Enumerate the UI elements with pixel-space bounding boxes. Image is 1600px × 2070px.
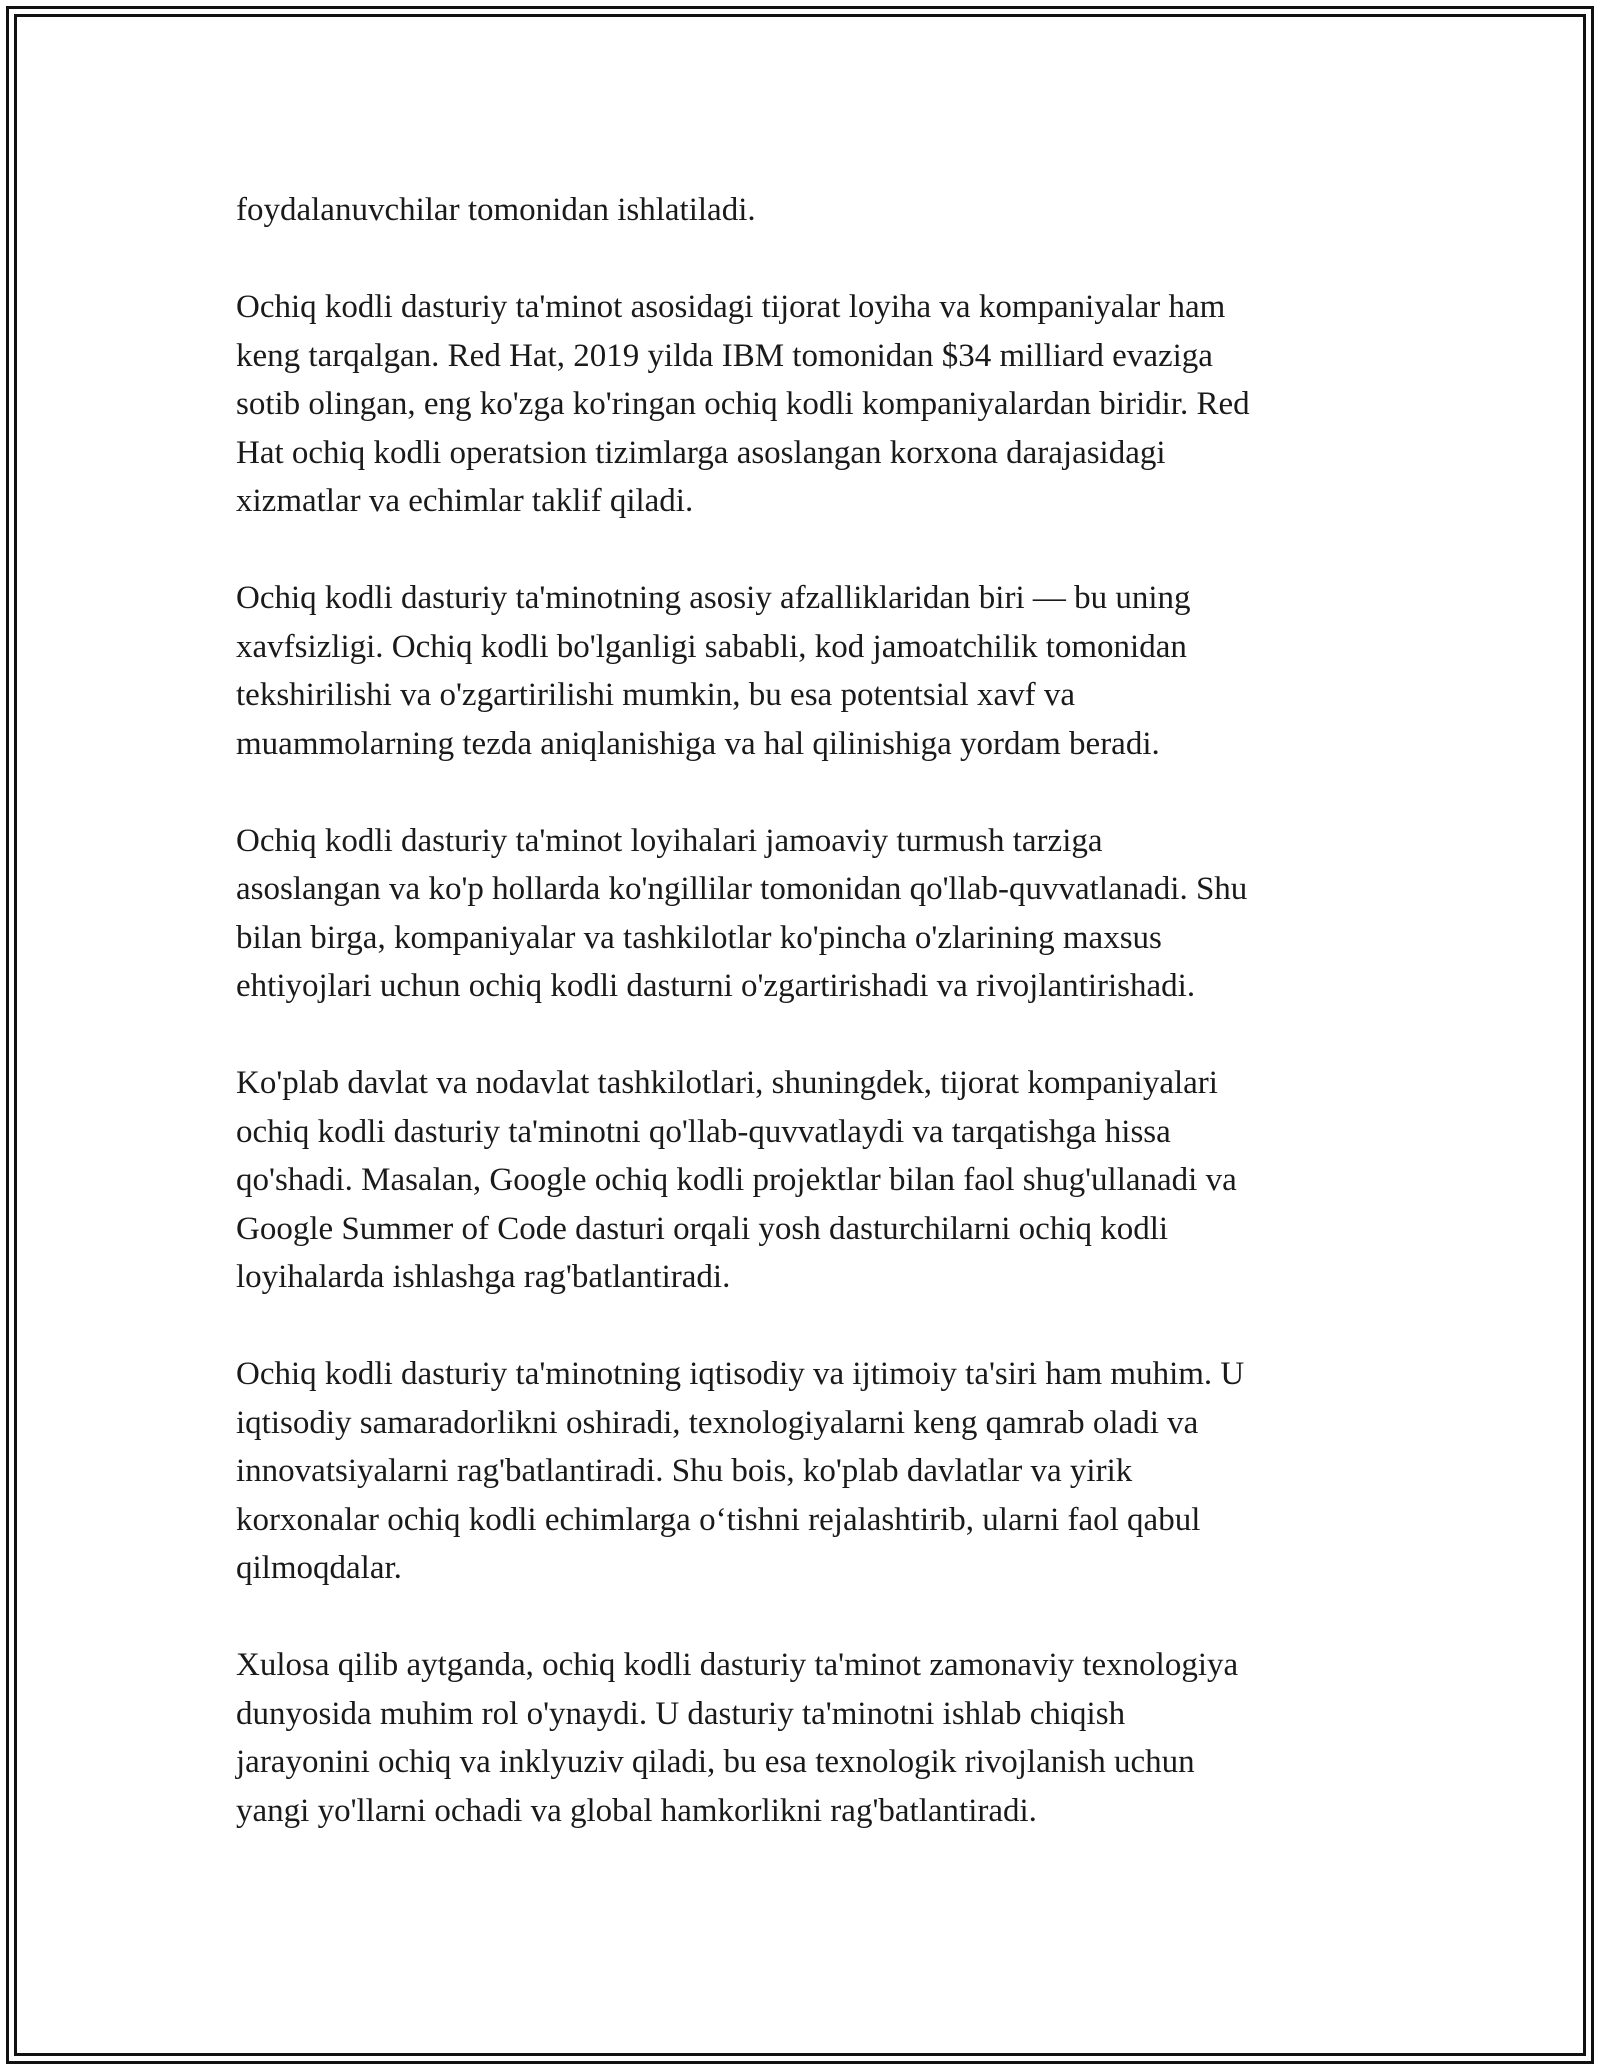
text-line: bilan birga, kompaniyalar va tashkilotlar ko'pincha o'zlarining maxsus bbox=[236, 919, 1162, 956]
text-line: iqtisodiy samaradorlikni oshiradi, texnologiyalarni keng qamrab oladi va bbox=[236, 1404, 1199, 1441]
paragraph bbox=[236, 817, 1376, 1011]
text-line: Ochiq kodli dasturiy ta'minotning iqtisodiy va ijtimoiy ta'siri ham muhim. U bbox=[236, 1356, 1245, 1392]
paragraph bbox=[236, 574, 1376, 768]
text-line: sotib olingan, eng ko'zga ko'ringan ochiq kodli kompaniyalardan biridir. Red bbox=[236, 386, 1250, 422]
text-line: keng tarqalgan. Red Hat, 2019 yilda IBM tomonidan $34 milliard evaziga bbox=[236, 337, 1213, 374]
text-line: ehtiyojlari uchun ochiq kodli dasturni o'zgartirishadi va rivojlantirishadi. bbox=[236, 968, 1196, 1004]
text-line: Ochiq kodli dasturiy ta'minotning asosiy afzalliklaridan biri — bu uning bbox=[236, 580, 1191, 616]
text-line: tekshirilishi va o'zgartirilishi mumkin, bu esa potentsial xavf va bbox=[236, 677, 1076, 713]
text-line: qilmoqdalar. bbox=[236, 1550, 402, 1586]
text-line: Ochiq kodli dasturiy ta'minot asosidagi tijorat loyiha va kompaniyalar ham bbox=[236, 289, 1226, 325]
text-line: Google Summer of Code dasturi orqali yosh dasturchilarni ochiq kodli bbox=[236, 1210, 1169, 1247]
text-line: xavfsizligi. Ochiq kodli bo'lganligi sababli, kod jamoatchilik tomonidan bbox=[236, 628, 1187, 665]
text-line: Ko'plab davlat va nodavlat tashkilotlari, shuningdek, tijorat kompaniyalari bbox=[236, 1065, 1218, 1101]
text-line: xizmatlar va echimlar taklif qiladi. bbox=[236, 483, 694, 519]
text-line: innovatsiyalarni rag'batlantiradi. Shu bois, ko'plab davlatlar va yirik bbox=[236, 1453, 1133, 1489]
paragraph bbox=[236, 1641, 1376, 1835]
text-line: dunyosida muhim rol o'ynaydi. U dasturiy ta'minotni ishlab chiqish bbox=[236, 1695, 1126, 1732]
text-line: foydalanuvchilar tomonidan ishlatiladi. bbox=[236, 192, 756, 228]
text-line: qo'shadi. Masalan, Google ochiq kodli projektlar bilan faol shug'ullanadi va bbox=[236, 1162, 1237, 1198]
paragraph bbox=[236, 283, 1376, 526]
text-line: asoslangan va ko'p hollarda ko'ngillilar tomonidan qo'llab-quvvatlanadi. Shu bbox=[236, 871, 1248, 907]
text-line: Xulosa qilib aytganda, ochiq kodli dasturiy ta'minot zamonaviy texnologiya bbox=[236, 1647, 1239, 1683]
text-line: korxonalar ochiq kodli echimlarga o‘tishni rejalashtirib, ularni faol qabul bbox=[236, 1501, 1201, 1538]
text-line: yangi yo'llarni ochadi va global hamkorlikni rag'batlantiradi. bbox=[236, 1792, 1037, 1829]
paragraph bbox=[236, 1059, 1376, 1302]
text-line: Ochiq kodli dasturiy ta'minot loyihalari jamoaviy turmush tarziga bbox=[236, 822, 1103, 859]
text-line: ochiq kodli dasturiy ta'minotni qo'llab-quvvatlaydi va tarqatishga hissa bbox=[236, 1113, 1171, 1150]
text-line: loyihalarda ishlashga rag'batlantiradi. bbox=[236, 1259, 731, 1295]
paragraph bbox=[236, 186, 1376, 235]
text-line: Hat ochiq kodli operatsion tizimlarga asoslangan korxona darajasidagi bbox=[236, 434, 1166, 471]
document-body bbox=[236, 186, 1376, 1835]
paragraph bbox=[236, 1350, 1376, 1593]
text-line: jarayonini ochiq va inklyuziv qiladi, bu esa texnologik rivojlanish uchun bbox=[236, 1744, 1195, 1780]
text-line: muammolarning tezda aniqlanishiga va hal qilinishiga yordam beradi. bbox=[236, 725, 1160, 762]
